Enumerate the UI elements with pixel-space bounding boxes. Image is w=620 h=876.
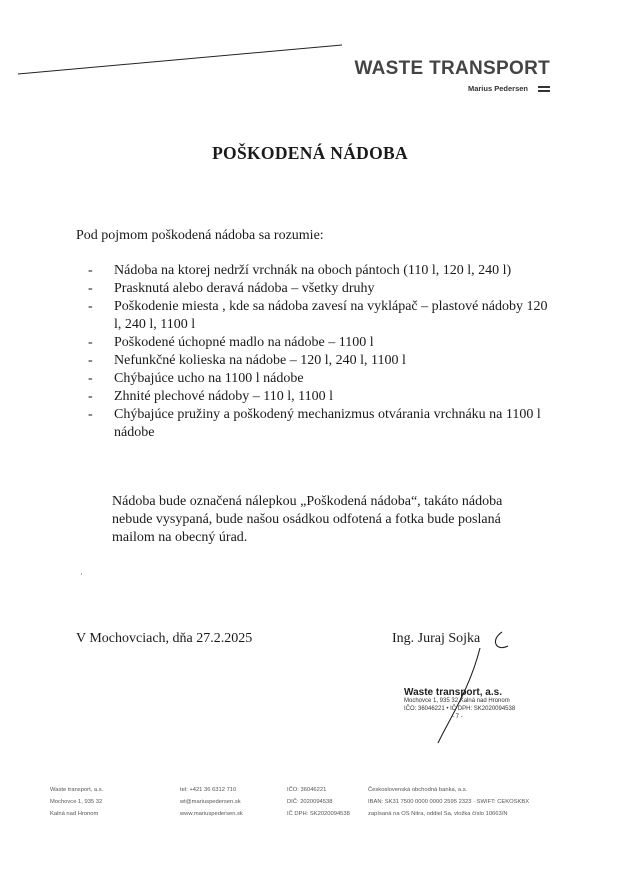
- footer-contact: tel: +421 36 6312 710 wt@mariuspedersen.sk www.mariuspedersen.sk: [180, 787, 243, 817]
- intro-text: Pod pojmom poškodená nádoba sa rozumie:: [76, 228, 324, 243]
- document-title: POŠKODENÁ NÁDOBA: [212, 143, 408, 163]
- label-paragraph: Nádoba bude označená nálepkou „Poškodená nádoba“, takáto nádoba nebude vysypaná, bude našou osádkou odfotená a fotka bude poslaná mailom na obecný úrad.: [112, 494, 503, 545]
- list-item: - Chýbajúce pružiny a poškodený mechanizmus otvárania vrchnáku na 1100 l nádobe: [88, 407, 541, 440]
- brand-name: WASTE TRANSPORT: [354, 58, 550, 79]
- signer-name: Ing. Juraj Sojka: [392, 631, 481, 646]
- footer-bank: Československá obchodná banka, a.s. IBAN: SK31 7500 0000 0000 2595 2323 · SWIFT: CEKOSKBX zapísaná na OS Nitra, oddiel Sa, vložka číslo 10663/N: [368, 787, 530, 817]
- list-item: - Prasknutá alebo deravá nádoba – všetky druhy: [88, 281, 375, 296]
- company-logo: [354, 58, 550, 93]
- brand-subtitle: Marius Pedersen: [354, 84, 550, 93]
- list-item: - Chýbajúce ucho na 1100 l nádobe: [88, 371, 304, 386]
- list-item: - Nádoba na ktorej nedrží vrchnák na oboch pántoch (110 l, 120 l, 240 l): [88, 263, 512, 278]
- flag-icon: [538, 86, 550, 92]
- stray-mark: ·: [80, 570, 83, 579]
- footer-ids: IČO: 36046221 DIČ: 2020094538 IČ DPH: SK2020094538: [287, 787, 350, 817]
- company-stamp: Waste transport, a.s. Mochovce 1, 935 32 Kalná nad Hronom IČO: 36046221 • IČ DPH: SK2020094538 - 7 -: [404, 687, 516, 720]
- signature: [420, 618, 530, 748]
- damage-list: [88, 262, 558, 442]
- list-item: - Nefunkčné kolieska na nádobe – 120 l, 240 l, 1100 l: [88, 353, 406, 368]
- list-item: - Poškodenie miesta , kde sa nádoba zavesí na vyklápač – plastové nádoby 120 l, 240 l, 1100 l: [88, 299, 548, 332]
- place-date: V Mochovciach, dňa 27.2.2025: [76, 631, 253, 646]
- list-item: - Zhnité plechové nádoby – 110 l, 1100 l: [88, 389, 334, 404]
- footer-address: Waste transport, a.s. Mochovce 1, 935 32 Kalná nad Hronom: [50, 787, 104, 817]
- list-item: - Poškodené úchopné madlo na nádobe – 1100 l: [88, 335, 374, 350]
